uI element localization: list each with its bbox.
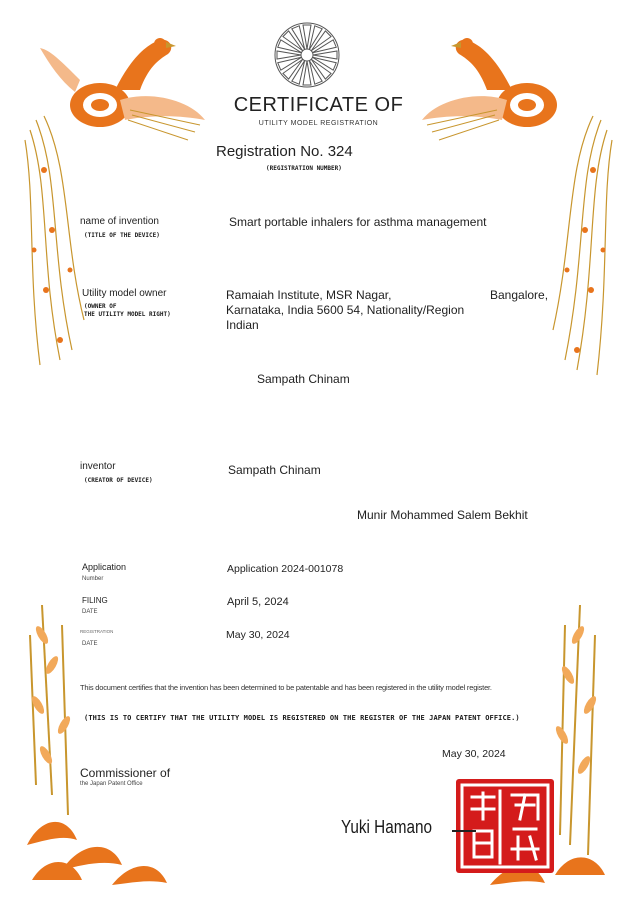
inventor-name-2: Munir Mohammed Salem Bekhit <box>357 508 528 522</box>
certificate-title: CERTIFICATE OF <box>233 94 404 116</box>
inventor-name-1: Sampath Chinam <box>228 463 321 477</box>
application-label: Application <box>82 562 127 572</box>
signature-line <box>452 830 476 832</box>
owner-sublabel-1: (OWNER OF <box>84 303 117 310</box>
bamboo-left-decoration <box>22 595 172 895</box>
owner-address-line2: Karnataka, India 5600 54, Nationality/Region <box>226 303 465 317</box>
registration-number-note: (REGISTRATION NUMBER) <box>266 165 342 172</box>
inventor-sublabel: (CREATOR OF DEVICE) <box>84 477 153 484</box>
filing-label: FILING <box>82 596 108 605</box>
commissioner-subtitle: the Japan Patent Office <box>80 781 143 787</box>
owner-address-city: Bangalore, <box>490 288 549 302</box>
certification-statement-en: (THIS IS TO CERTIFY THAT THE UTILITY MODEL IS REGISTERED ON THE REGISTER OF THE JAPAN PATENT OFFICE.) <box>84 714 520 722</box>
commissioner-signature: Yuki Hamano <box>341 817 433 837</box>
invention-title: Smart portable inhalers for asthma management <box>229 215 487 229</box>
certification-date: May 30, 2024 <box>442 748 506 760</box>
inventor-label: inventor <box>80 461 116 472</box>
application-sublabel: Number <box>82 576 104 582</box>
certificate-subtitle: UTILITY MODEL REGISTRATION <box>258 120 379 127</box>
owner-sublabel-2: THE UTILITY MODEL RIGHT) <box>84 311 171 318</box>
application-number: Application 2024-001078 <box>227 563 344 575</box>
commissioner-title: Commissioner of <box>80 766 171 780</box>
owner-address-line1: Ramaiah Institute, MSR Nagar, <box>226 288 392 302</box>
invention-label: name of invention <box>80 216 159 227</box>
registration-date: May 30, 2024 <box>226 629 290 641</box>
registration-sublabel: DATE <box>82 641 98 647</box>
invention-sublabel: (TITLE OF THE DEVICE) <box>84 232 160 239</box>
certification-statement: This document certifies that the invention has been determined to be patentable and has been registered in the utility model register. <box>80 683 492 692</box>
seal-characters-icon <box>456 779 554 873</box>
phoenix-right-decoration <box>417 20 617 380</box>
filing-date: April 5, 2024 <box>227 596 289 608</box>
official-seal <box>456 779 554 873</box>
filing-sublabel: DATE <box>82 609 98 615</box>
owner-name: Sampath Chinam <box>257 372 350 386</box>
registration-label: REGISTRATION <box>80 629 114 634</box>
registration-number: Registration No. 324 <box>216 143 353 160</box>
chrysanthemum-emblem-icon <box>272 20 342 90</box>
owner-address-line3: Indian <box>226 318 259 332</box>
owner-label: Utility model owner <box>82 288 167 299</box>
